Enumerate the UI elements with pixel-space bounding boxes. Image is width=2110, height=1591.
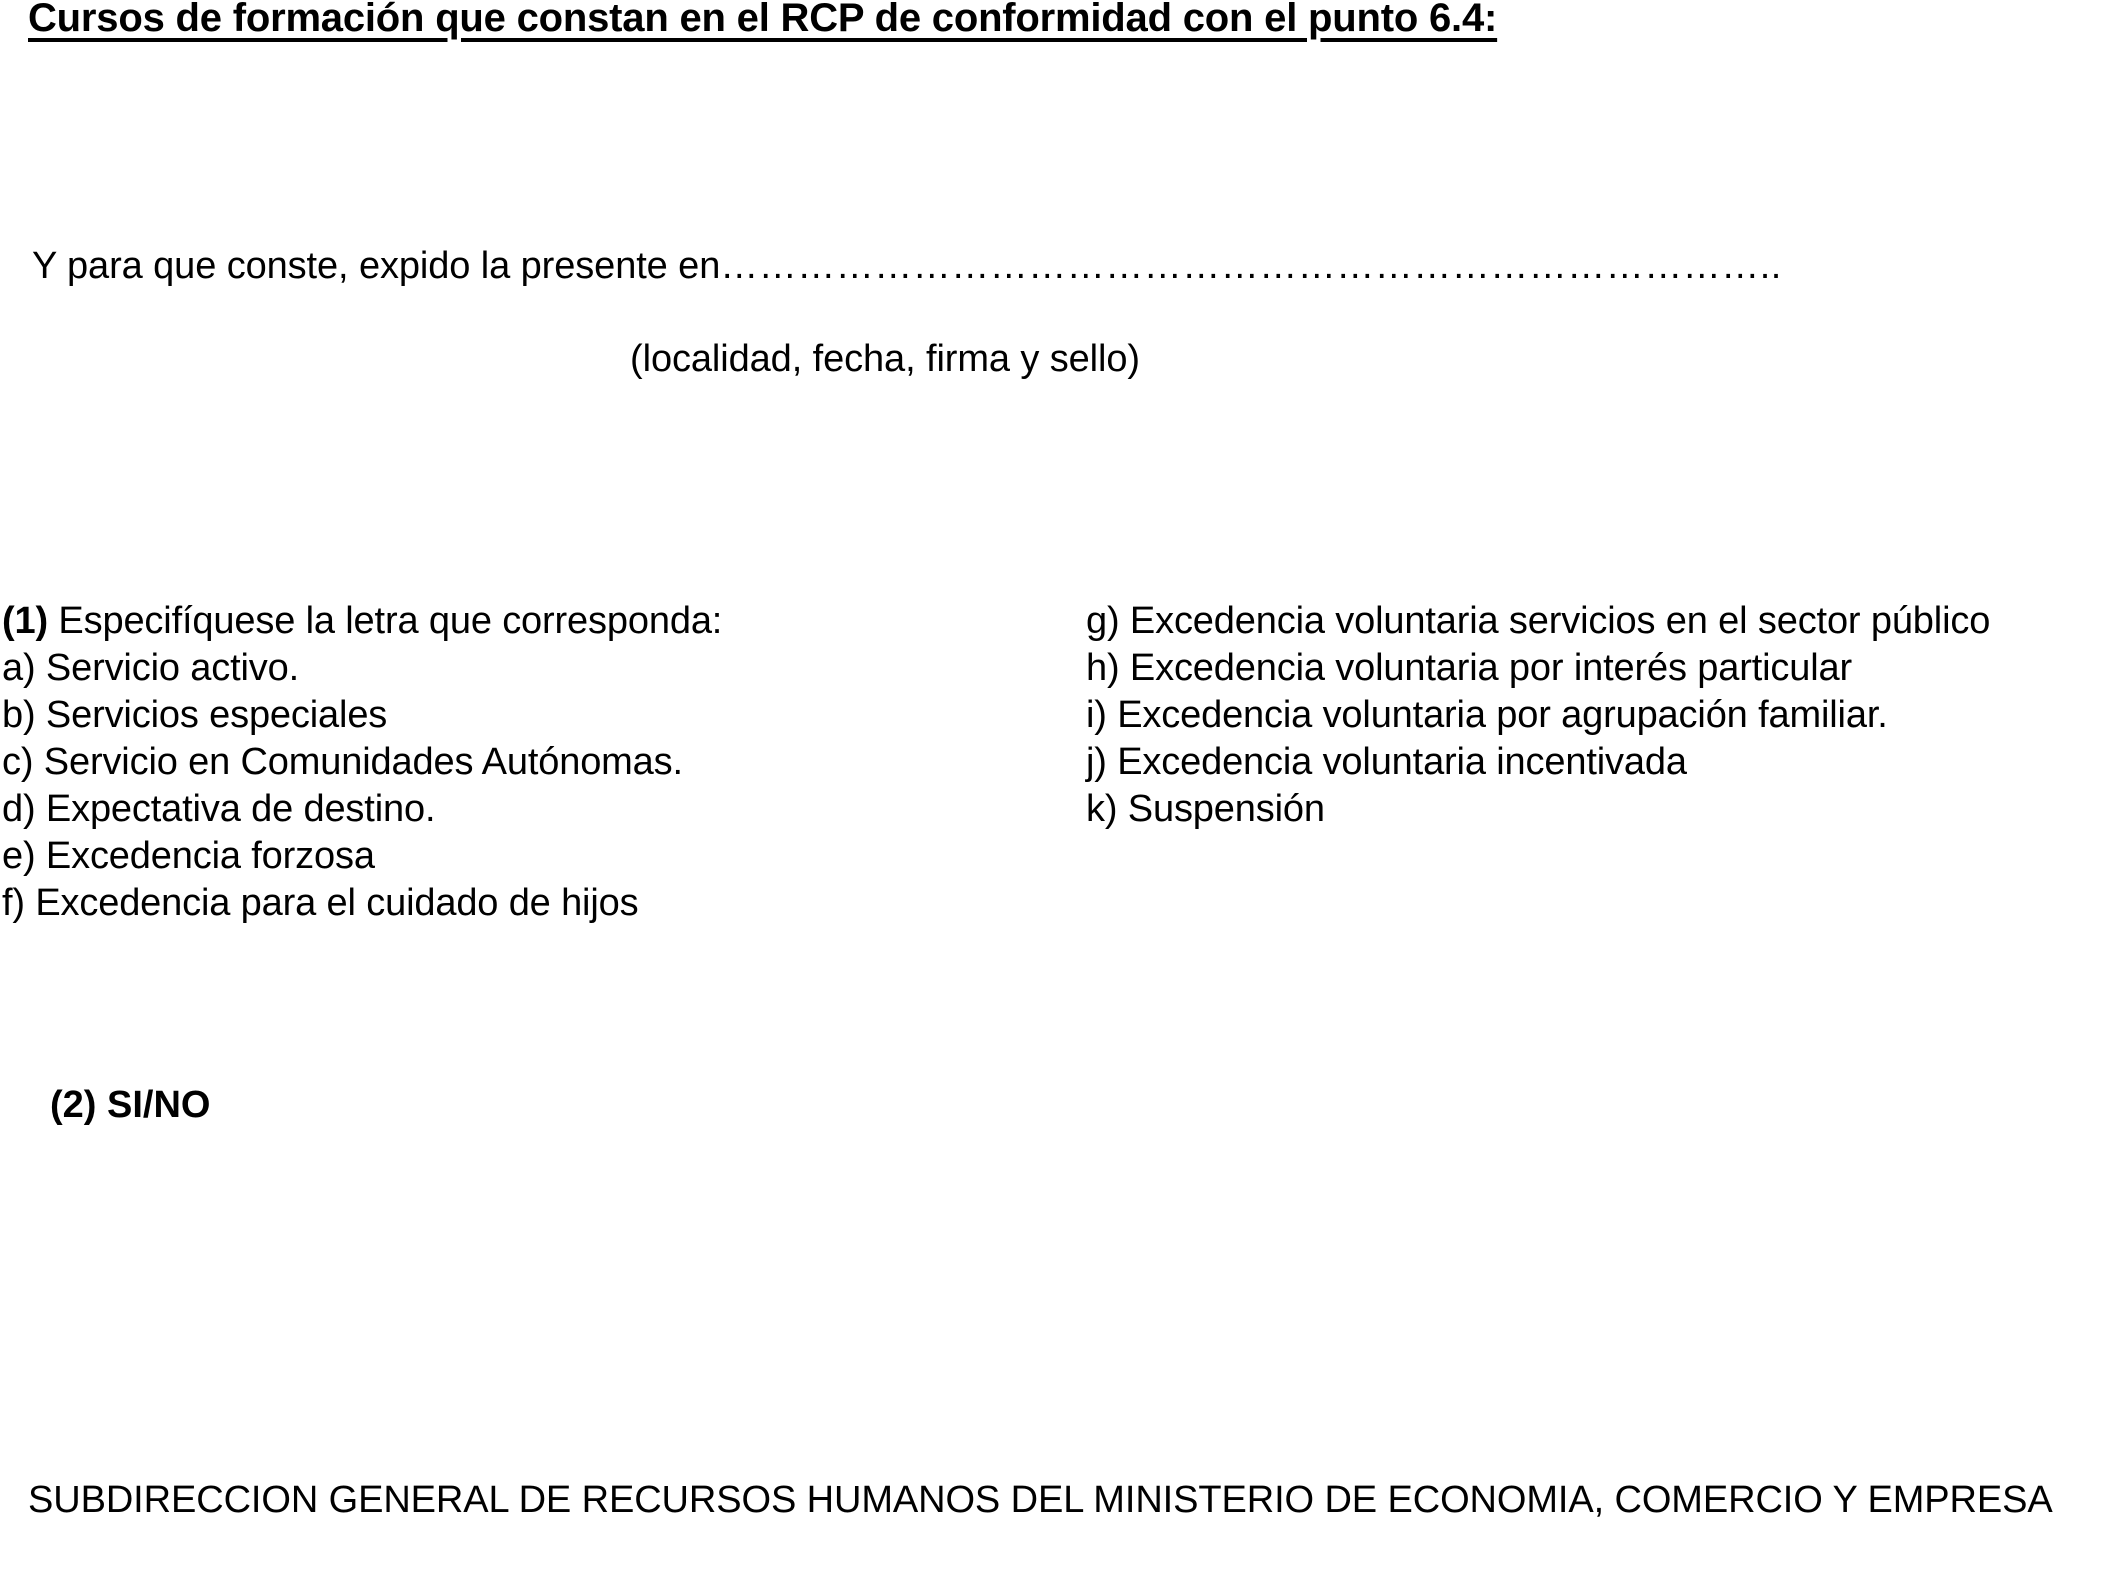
legend-item-b: b) Servicios especiales [2, 694, 388, 736]
legend-item-f: f) Excedencia para el cuidado de hijos [2, 882, 639, 924]
legend-note-1-heading [2, 598, 1042, 645]
legend-column-right [1086, 598, 2092, 833]
legend-item-k: k) Suspensión [1086, 788, 1325, 830]
legend-item-h: h) Excedencia voluntaria por interés particular [1086, 647, 1853, 689]
page-title: Cursos de formación que constan en el RCP de conformidad con el punto 6.4: [28, 0, 1498, 40]
legend-item-g: g) Excedencia voluntaria servicios en el sector público [1086, 600, 1991, 642]
legend-note-1-heading-text: Especifíquese la letra que corresponda: [58, 600, 723, 642]
expedition-statement [32, 243, 2092, 289]
legend-item-c: c) Servicio en Comunidades Autónomas. [2, 741, 683, 783]
legend-item-d: d) Expectativa de destino. [2, 788, 436, 830]
legend-column-left [2, 598, 1042, 927]
signature-caption: (localidad, fecha, firma y sello) [630, 338, 1140, 380]
footnote-legend [0, 598, 2110, 924]
dot-leader: ……………………………………………………………………….. [720, 245, 1782, 287]
legend-note-2: (2) SI/NO [50, 1084, 211, 1126]
expedition-text: Y para que conste, expido la presente en [32, 245, 721, 287]
footer-organization: SUBDIRECCION GENERAL DE RECURSOS HUMANOS DEL MINISTERIO DE ECONOMIA, COMERCIO Y EMPRESA [28, 1479, 2053, 1521]
legend-note-1-marker: (1) [2, 600, 48, 642]
legend-item-i: i) Excedencia voluntaria por agrupación familiar. [1086, 694, 1888, 736]
legend-item-a: a) Servicio activo. [2, 647, 300, 689]
legend-item-j: j) Excedencia voluntaria incentivada [1086, 741, 1687, 783]
legend-item-e: e) Excedencia forzosa [2, 835, 375, 877]
